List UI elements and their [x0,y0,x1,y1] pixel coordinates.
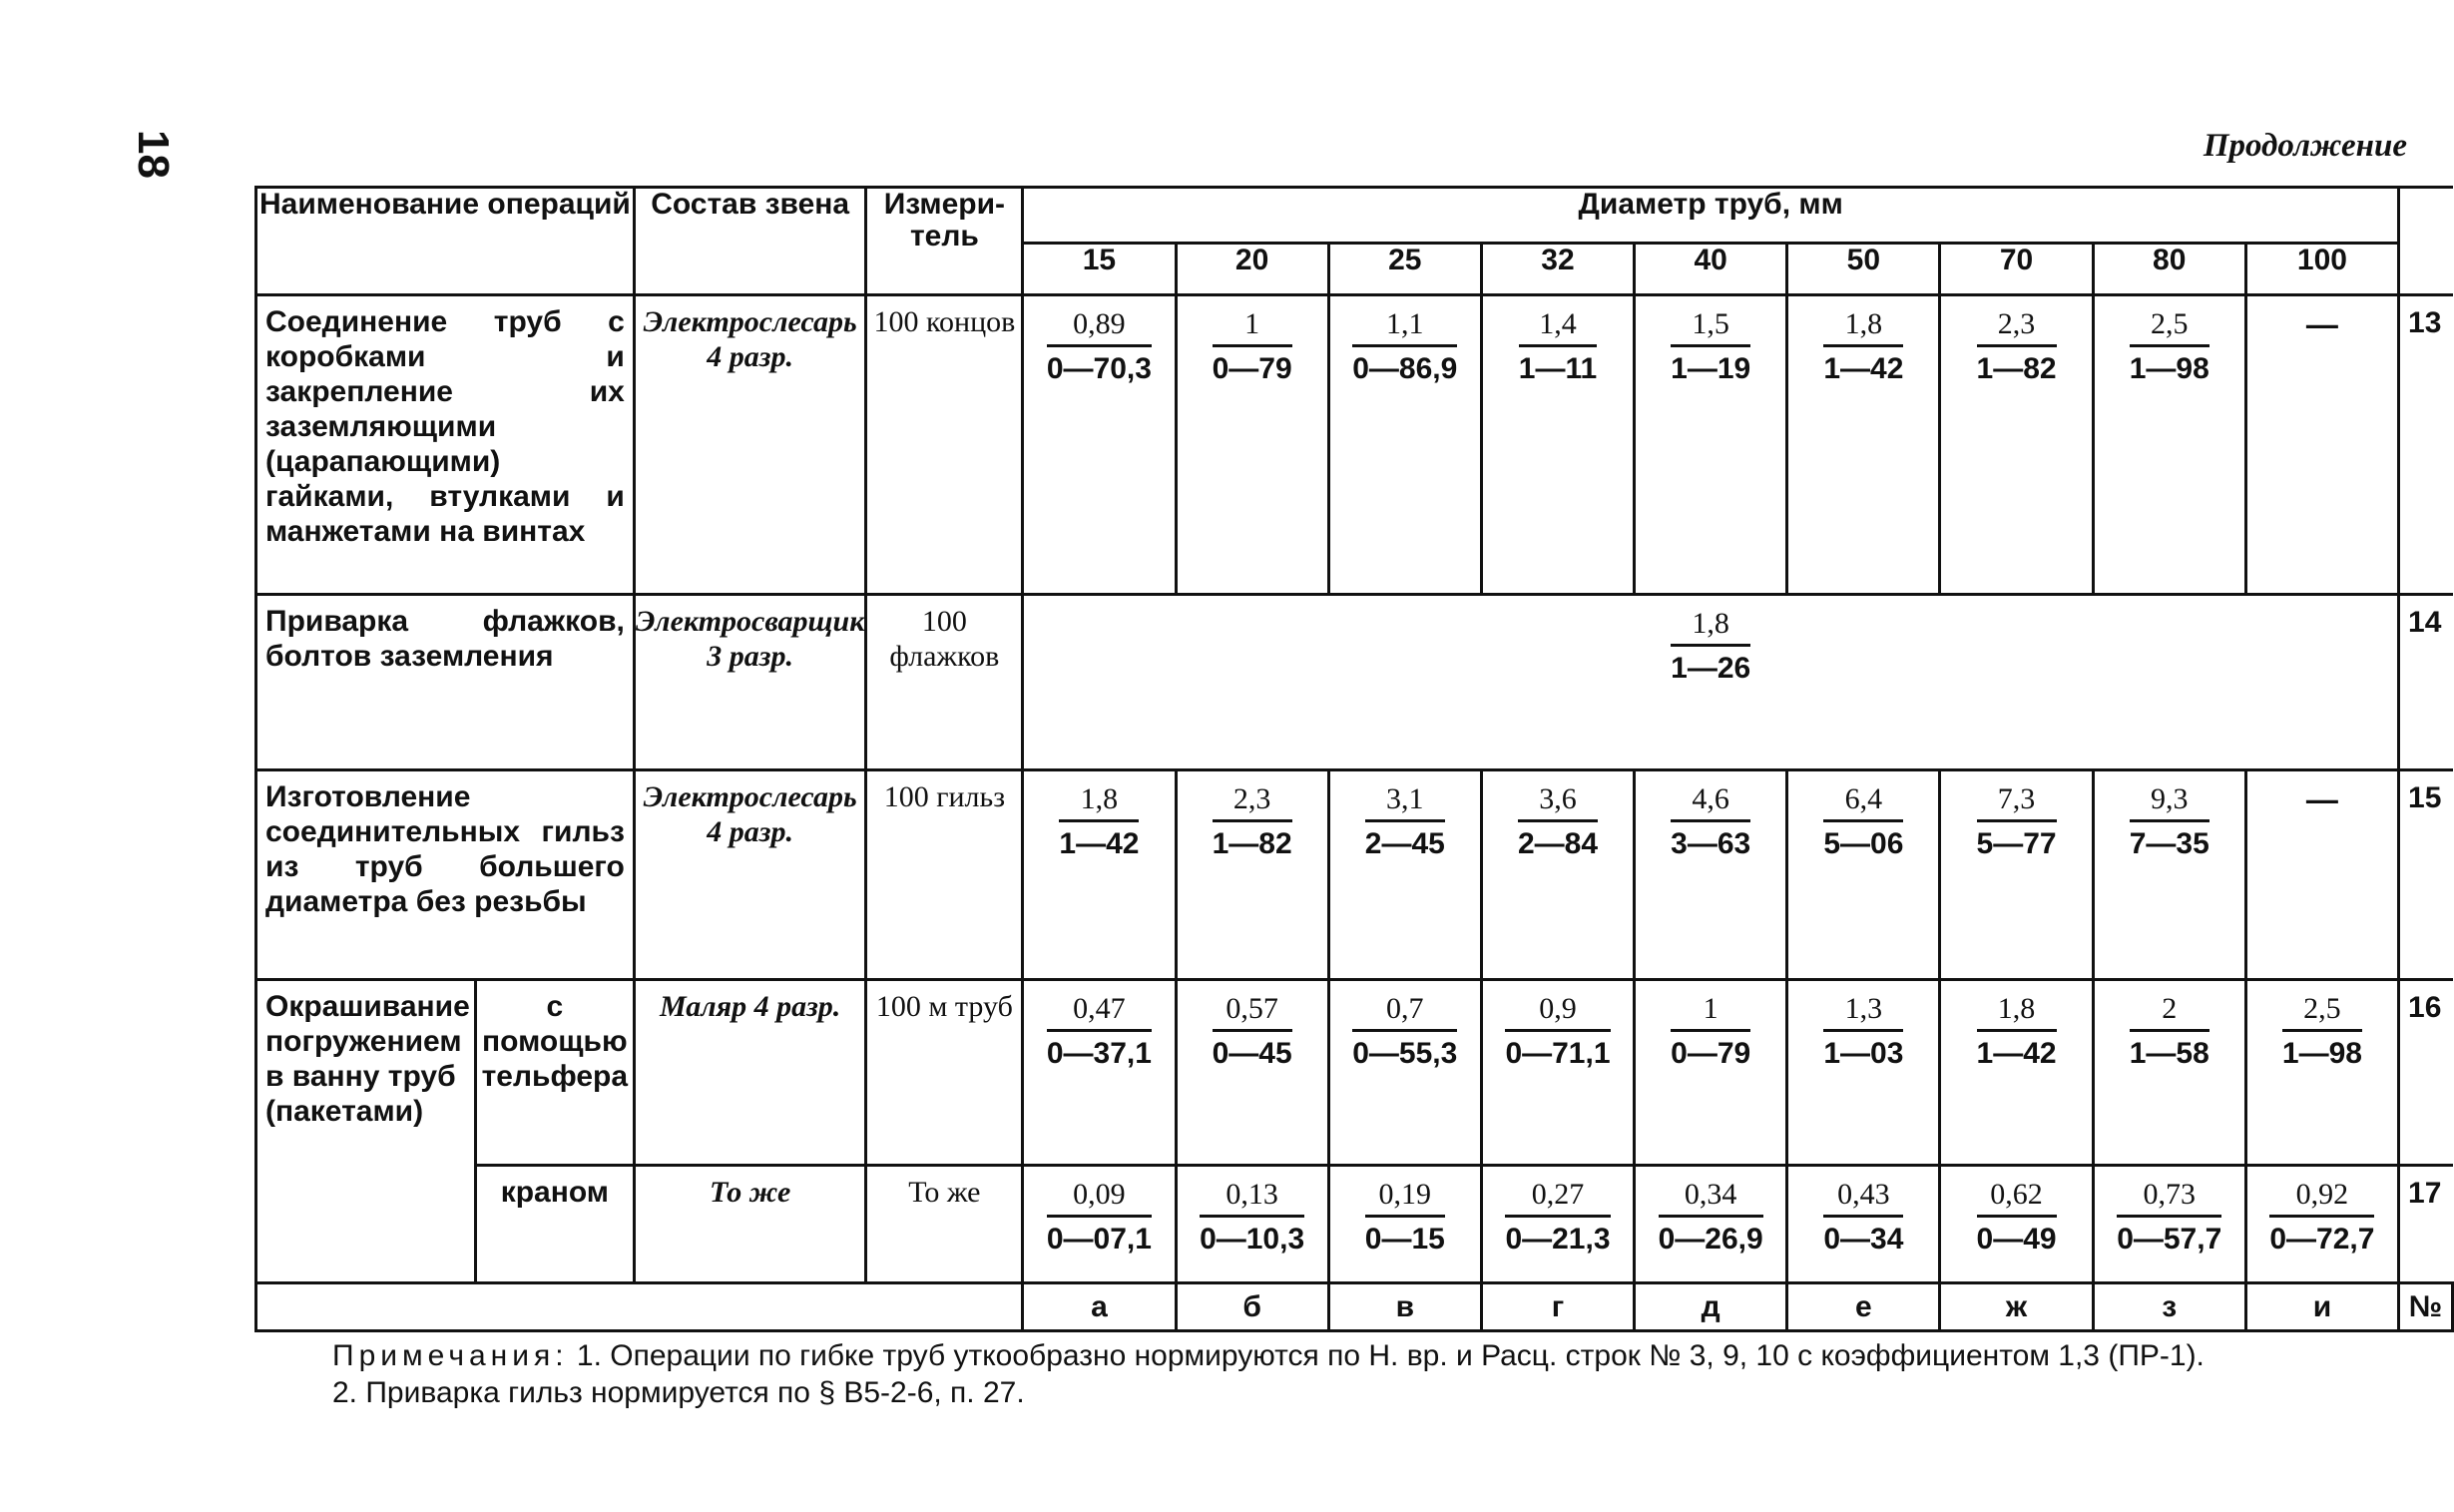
rate: 2—84 [1517,827,1599,860]
rate: 0—72,7 [2269,1223,2375,1256]
header-diameter: 32 [1481,244,1634,295]
value-cell [2093,770,2245,980]
column-letter: в [1328,1283,1481,1331]
value-cell [1023,295,1176,595]
norm-time: 1,1 [1352,306,1457,347]
column-letter: з [2093,1283,2245,1331]
norm-time: 0,43 [1823,1177,1903,1218]
value-cell [1940,770,2093,980]
header-diameter: 40 [1635,244,1787,295]
norm-time: 9,3 [2130,781,2209,822]
rate: 0—21,3 [1505,1223,1611,1256]
rate: 5—77 [1976,827,2057,860]
table-row [256,295,2453,595]
header-diameter: 15 [1023,244,1176,295]
value-cell [1481,295,1634,595]
norm-time: 1,8 [1059,781,1139,822]
header-diameter: 20 [1176,244,1328,295]
rate: 0—49 [1976,1223,2057,1256]
rate: 0—55,3 [1352,1037,1458,1070]
crew-composition: Электрослесарь 4 разр. [634,770,866,980]
header-diameter: 50 [1787,244,1940,295]
rate: 3—63 [1671,827,1751,860]
norm-time: 3,1 [1365,781,1445,822]
table-row [256,980,2453,1166]
norms-table [254,186,2454,1332]
row-number: 15 [2399,770,2453,980]
norm-time: 0,73 [2117,1177,2221,1218]
rate: 1—11 [1518,352,1598,385]
value-cell [1787,980,1940,1166]
value-cell [1176,1166,1328,1283]
value-cell [1787,770,1940,980]
crew-composition: То же [634,1166,866,1283]
unit-of-measure: То же [866,1166,1023,1283]
notes [257,1337,2403,1411]
value-cell [2245,770,2398,980]
norm-time: 1,8 [1823,306,1903,347]
rate: 0—45 [1212,1037,1292,1070]
column-letter: и [2245,1283,2398,1331]
norm-time: 0,27 [1505,1177,1610,1218]
column-letter: е [1787,1283,1940,1331]
sub-operation: с помощью тельфера [475,980,634,1166]
norm-time: 1,5 [1671,306,1750,347]
value-cell [1328,295,1481,595]
rate: 0—71,1 [1505,1037,1611,1070]
rate: 0—37,1 [1046,1037,1152,1070]
value-cell [1023,1166,1176,1283]
unit-of-measure: 100 концов [866,295,1023,595]
norm-time: 0,92 [2269,1177,2374,1218]
crew-composition: Маляр 4 разр. [634,980,866,1166]
header-diameter: 25 [1328,244,1481,295]
value-cell [2245,295,2398,595]
norm-time: 0,09 [1047,1177,1152,1218]
header-crew: Состав звена [634,188,866,295]
value-cell [2245,1166,2398,1283]
header-operation: Наименование операций [256,188,635,295]
header-diameter: 100 [2245,244,2398,295]
operation-name: Приварка флажков, болтов заземления [256,595,635,770]
rate: 0—07,1 [1046,1223,1152,1256]
value-cell [2093,295,2245,595]
number-label: № [2399,1283,2453,1331]
rate: 1—42 [1823,352,1904,385]
column-letters-row [256,1283,2453,1331]
rate: 0—86,9 [1352,352,1458,385]
value-cell [1176,295,1328,595]
column-letter: ж [1940,1283,2093,1331]
value-cell [1023,770,1176,980]
rate: 7—35 [2129,827,2209,860]
sub-operation: краном [475,1166,634,1283]
value-cell [1176,770,1328,980]
norm-time: 1,4 [1519,306,1597,347]
rate: 1—82 [1976,352,2057,385]
value-cell [1635,770,1787,980]
norm-time: 2,5 [2282,991,2362,1032]
unit-of-measure: 100 флажков [866,595,1023,770]
norm-time: 0,89 [1047,306,1152,347]
rate: 0—10,3 [1200,1223,1305,1256]
column-letter: г [1481,1283,1634,1331]
value-cell [1940,1166,2093,1283]
operation-name: Окрашивание погружением в ванну труб (пакетами) [256,980,476,1283]
value-cell [1328,770,1481,980]
norm-time: 2 [2130,991,2209,1032]
rate: 0—79 [1671,1037,1751,1070]
header-diameter: 80 [2093,244,2245,295]
continuation-label: Продолжение [2203,128,2407,164]
row-number: 14 [2399,595,2453,770]
note-1-text: 1. Операции по гибке труб уткообразно нормируются по Н. вр. и Расц. строк № 3, 9, 10 с коэффициентом 1,3 (ПР-1). [576,1339,2205,1372]
column-letter: д [1635,1283,1787,1331]
rate: 2—45 [1364,827,1445,860]
table-row [256,770,2453,980]
letters-spacer [256,1283,1023,1331]
value-cell [1481,980,1634,1166]
row-number: 16 [2399,980,2453,1166]
value-cell [1940,295,2093,595]
norm-time: 1,3 [1823,991,1903,1032]
rate: 1—98 [2281,1037,2362,1070]
value-cell [1481,770,1634,980]
unit-of-measure: 100 м труб [866,980,1023,1166]
norm-time: 0,19 [1365,1177,1445,1218]
rate: 0—26,9 [1658,1223,1763,1256]
norm-time: 6,4 [1823,781,1903,822]
norm-time: 0,34 [1659,1177,1763,1218]
rate: 1—26 [1671,652,1751,685]
norm-time: 0,62 [1977,1177,2057,1218]
table-row [256,1166,2453,1283]
norm-time: 0,57 [1213,991,1292,1032]
value-cell [1635,295,1787,595]
header-diameter-group: Диаметр труб, мм [1023,188,2399,244]
rate: 0—15 [1364,1223,1445,1256]
rate: 5—06 [1823,827,1904,860]
operation-name: Соединение труб с коробками и закрепление их заземляющими (царапающими) гайками, втулками и манжетами на винтах [256,295,635,595]
unit-of-measure: 100 гильз [866,770,1023,980]
operation-name: Изготовление соединительных гильз из труб большего диаметра без резьбы [256,770,635,980]
column-letter: б [1176,1283,1328,1331]
norm-time: 0,7 [1352,991,1457,1032]
row-number: 13 [2399,295,2453,595]
value-cell [2093,1166,2245,1283]
norm-time: 1 [1671,991,1750,1032]
norm-time: 2,3 [1977,306,2057,347]
header-unit: Измери-тель [866,188,1023,295]
norm-time: 1 [1213,306,1292,347]
rate: 1—42 [1059,827,1140,860]
rate: 0—70,3 [1046,352,1152,385]
norm-time: 0,13 [1200,1177,1304,1218]
crew-composition: Электросварщик 3 разр. [634,595,866,770]
value-cell [1328,1166,1481,1283]
norm-time: 0,9 [1505,991,1610,1032]
rate: 1—82 [1212,827,1292,860]
rate: 1—03 [1823,1037,1904,1070]
value-cell [1787,295,1940,595]
norm-time: 7,3 [1977,781,2057,822]
rate: 0—57,7 [2117,1223,2222,1256]
value-cell [1023,980,1176,1166]
rate: 1—19 [1671,352,1751,385]
rate: 1—42 [1976,1037,2057,1070]
value-cell [1176,980,1328,1166]
page-number: 18 [129,130,178,179]
note-1 [257,1337,2403,1374]
norm-time: 2,5 [2130,306,2209,347]
norm-time: 1,8 [1977,991,2057,1032]
merged-value-cell [1023,595,2399,770]
column-letter: а [1023,1283,1176,1331]
value-cell [1940,980,2093,1166]
norm-time: 3,6 [1518,781,1598,822]
norm-time: 1,8 [1671,606,1750,647]
notes-label: Примечания: [332,1339,569,1372]
value-cell [2245,980,2398,1166]
header-diameter: 70 [1940,244,2093,295]
rate: 0—34 [1823,1223,1904,1256]
empty-dash: — [2305,306,2338,342]
header-number-blank [2399,188,2453,295]
note-2: 2. Приварка гильз нормируется по § В5-2-6, п. 27. [332,1376,1025,1409]
norm-time: 2,3 [1213,781,1292,822]
norm-time: 4,6 [1671,781,1750,822]
value-cell [1635,1166,1787,1283]
row-number: 17 [2399,1166,2453,1283]
rate: 1—58 [2129,1037,2209,1070]
value-cell [1635,980,1787,1166]
value-cell [1481,1166,1634,1283]
table-row [256,595,2453,770]
value-cell [2093,980,2245,1166]
empty-dash: — [2305,781,2338,817]
crew-composition: Электрослесарь 4 разр. [634,295,866,595]
norm-time: 0,47 [1047,991,1152,1032]
value-cell [1328,980,1481,1166]
value-cell [1787,1166,1940,1283]
rate: 0—79 [1212,352,1292,385]
rate: 1—98 [2129,352,2209,385]
